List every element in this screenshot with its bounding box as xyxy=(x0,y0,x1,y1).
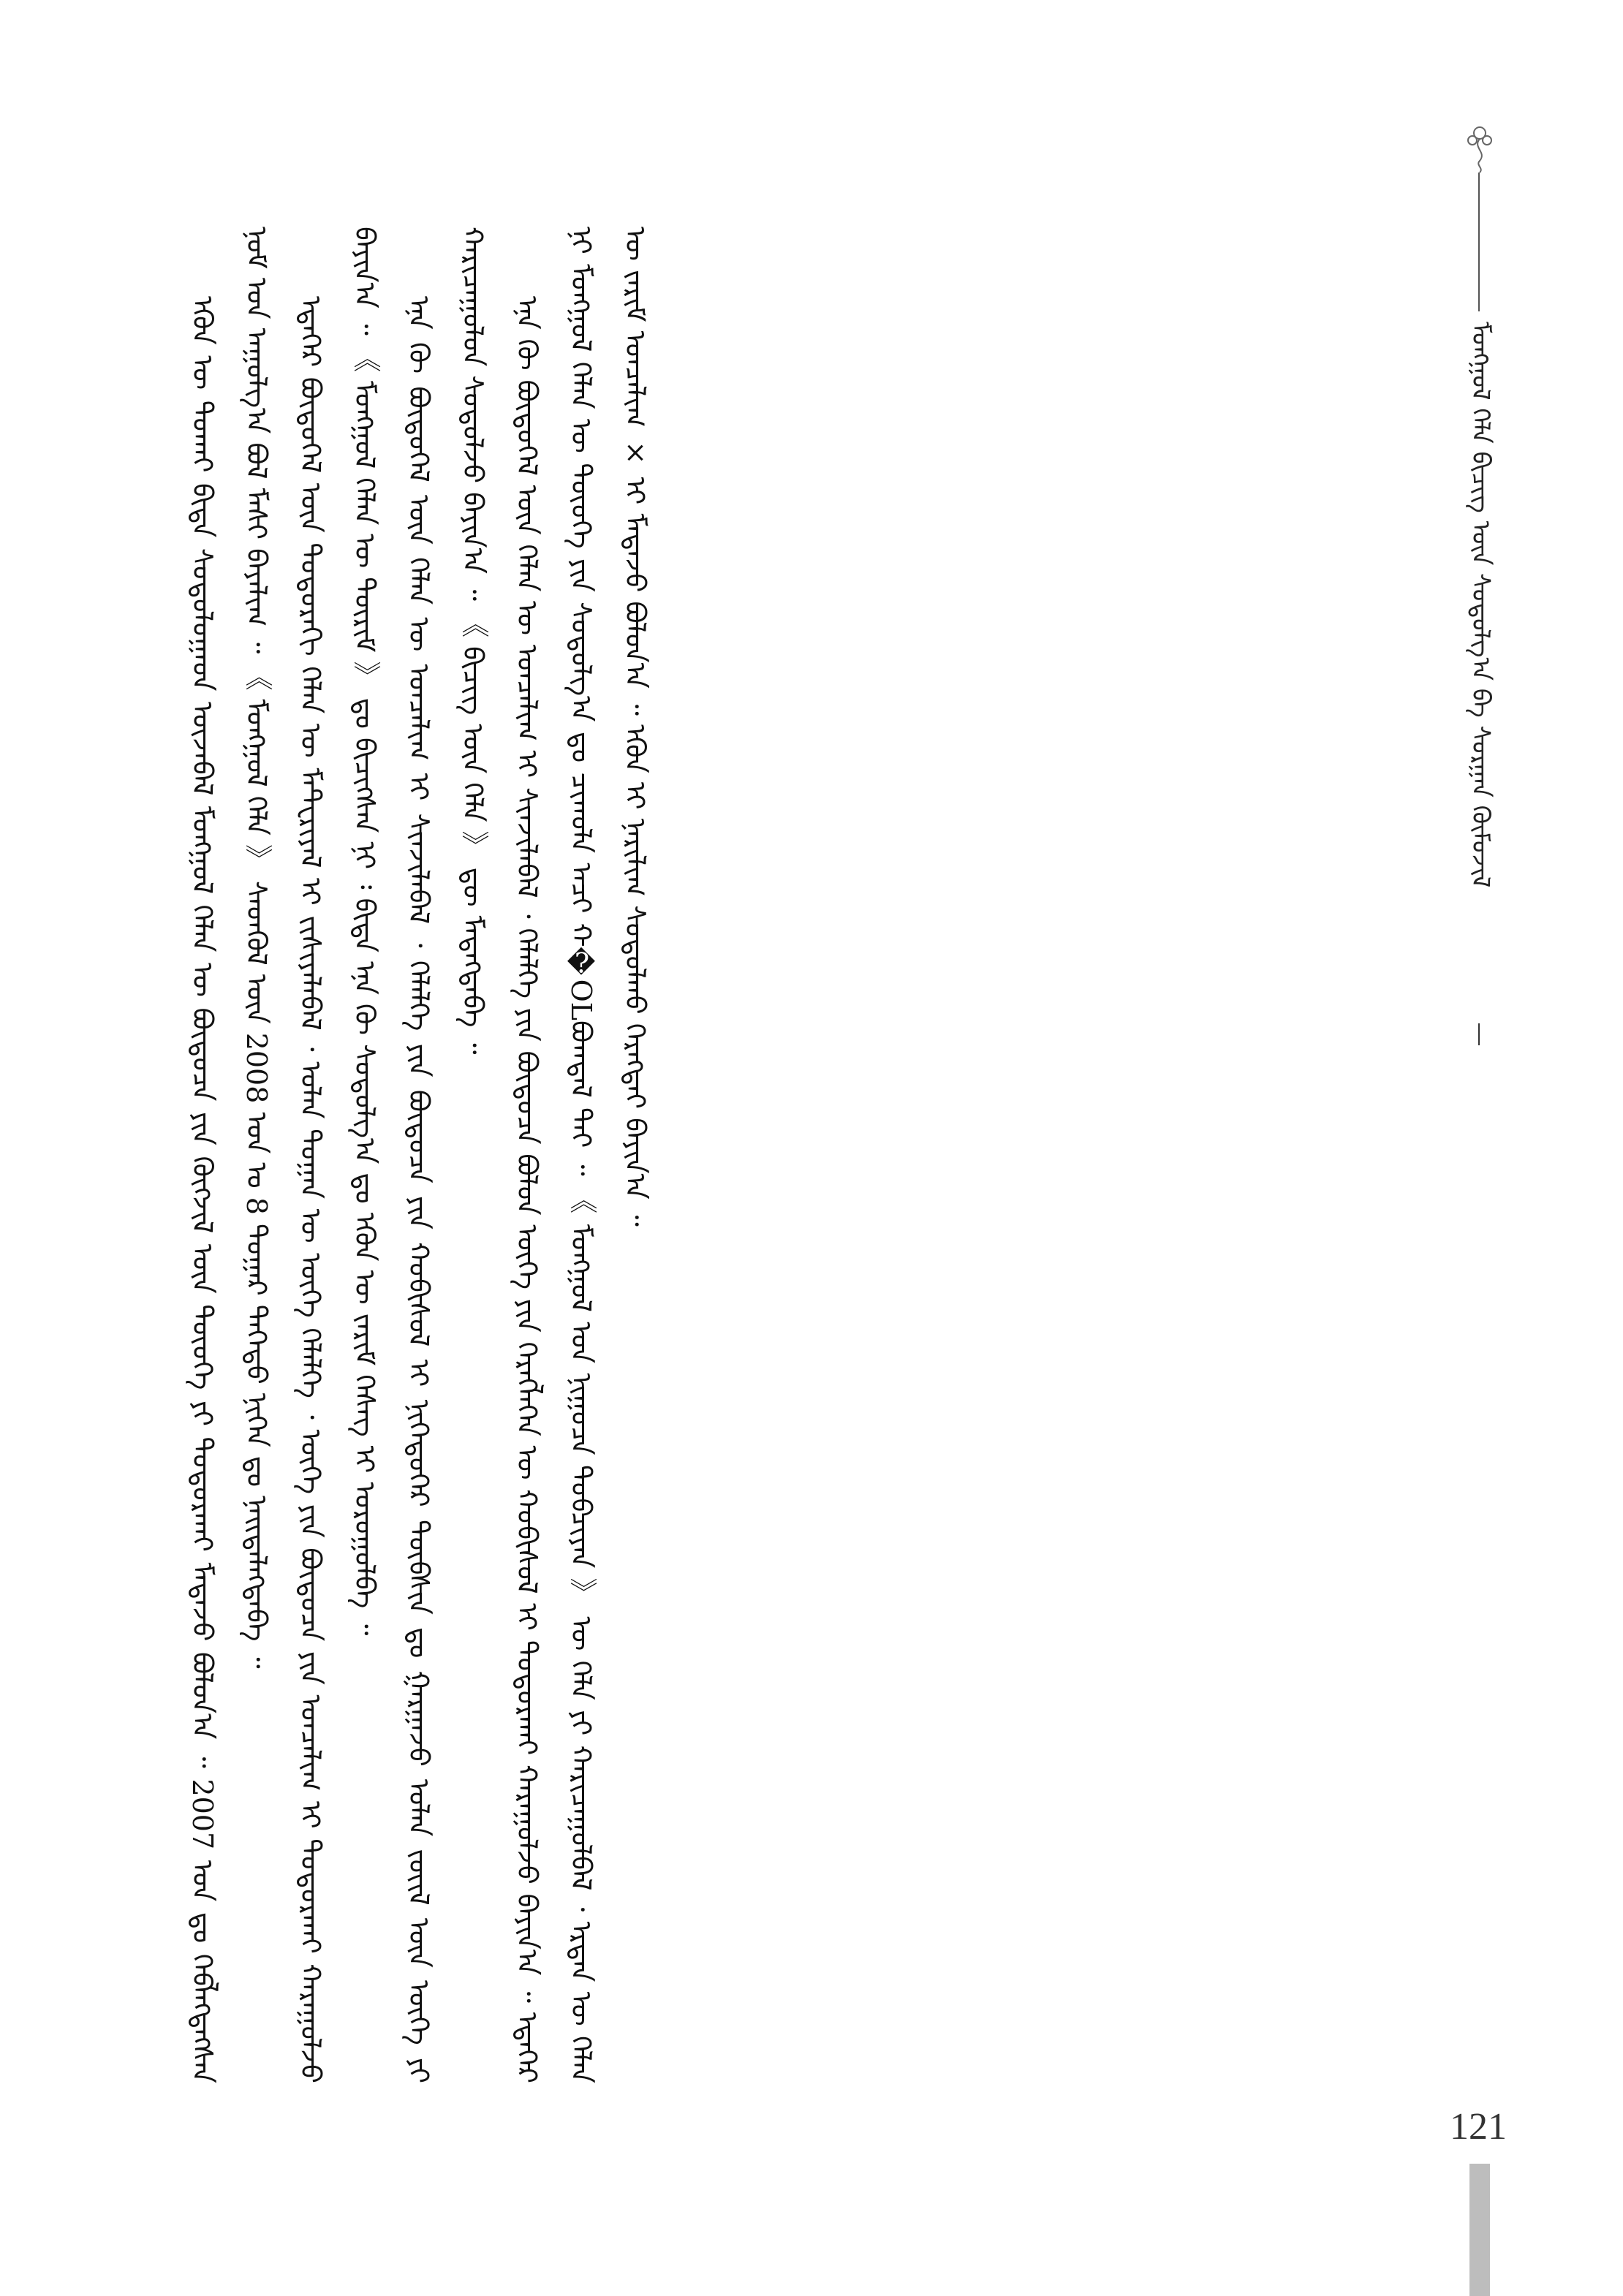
page-number: 121 xyxy=(1450,2106,1507,2148)
running-header: ᠮᠣᠩᠭᠣᠯ ᠬᠡᠯᠡ ᠪᠢᠴᠢᠭ᠌ ᠦᠨ ᠰᠤᠳᠤᠯᠭ᠎ᠠ ᠪᠠ ᠰᠤᠷᠭᠠᠨ ᠬᠦᠮᠦᠵᠢᠯ xyxy=(1466,322,1495,888)
paragraph: ᠡᠭᠦᠨ ᠦ ᠲᠤᠬᠠᠢ ᠪᠢᠳᠡ ᠰᠤᠳᠤᠯᠤᠭᠠᠳ ᠦᠵᠡᠪᠡᠯ ᠮᠣᠩᠭᠣᠯ ᠬᠡᠯᠡᠨ ᠦ ᠪᠦᠲᠦᠴᠡ ᠶᠢᠨ ᠬᠥᠭᠵᠢᠯ ᠦᠨ ᠲᠦᠦᠬᠡ ᠶᠢ ᠲᠤᠳᠤᠷᠬᠠᠢ ᠮᠡᠳᠡᠵᠦ ᠪᠣᠯᠤᠨ᠎ᠠ ᠃ 2007 ᠣᠨ ᠳᠤ ᠬᠡᠪᠯᠡᠭᠳᠡᠭᠰᠡᠨ ᠨᠣᠮ ᠤᠨ ᠠᠭᠤᠯᠭ᠎ᠠ ᠪᠣᠯ ᠮᠠᠰᠢ ᠪᠠᠶᠠᠯᠢᠭ ᠃ 《 ᠮᠣᠩᠭᠣᠯ ᠬᠡᠯᠡ 》 ᠰᠡᠳᠬᠦᠯ ᠦᠨ 2008 ᠣᠨ ᠤ 8 ᠳᠤᠭᠠᠷ ᠳᠡᠭᠡᠳᠦ ᠨᠢᠭᠡᠨ ᠳᠤ ᠨᠡᠢᠲᠡᠯᠡᠭᠳᠡᠪᠡ ᠃ xyxy=(186,227,273,2083)
ornament-icon xyxy=(1459,123,1500,174)
paragraph: ᠡᠨᠡ ᠬᠦ ᠪᠦᠲᠦᠭᠡᠯ ᠦᠨ ᠬᠡᠯᠡᠨ ᠦ ᠣᠨᠴᠠᠯᠢᠭ ᠢ ᠰᠢᠨᠵᠢᠯᠡᠪᠡᠯ ᠂ ᠬᠡᠯᠡᠯᠭᠡ ᠶᠢᠨ ᠪᠦᠲᠦᠴᠡ ᠪᠣᠯᠤᠨ ᠦᠭᠡ ᠶᠢᠨ ᠬᠡᠷᠡᠭᠯᠡᠭᠡᠨ ᠦ ᠬᠤᠪᠢᠰᠤᠯ ᠢ ᠲᠣᠳᠣᠷᠬᠠᠢ ᠬᠠᠷᠠᠭᠤᠯᠵᠤ ᠪᠠᠶᠢᠨ᠎ᠠ ᠃ ᠡᠳᠡᠭᠡᠷ ᠨᠢ ᠮᠣᠩᠭᠣᠯ ᠬᠡᠯᠡᠨ ᠦ ᠲᠦᠦᠬᠡ ᠶᠢᠨ ᠰᠤᠳᠤᠯᠭ᠎ᠠ ᠳᠤ ᠴᠢᠬᠤᠯᠠ ᠠᠴᠢ ᠬ�OLᠪᠣᠭᠳᠠᠯ ᠲᠠᠢ ᠃ 《 ᠮᠣᠩᠭᠣᠯ ᠤᠨ ᠨᠢᠭᠤᠴᠠ ᠲᠣᠪᠴᠢᠶᠠᠨ 》 ᠦ ᠬᠡᠯᠡ ᠶᠢ ᠬᠠᠷᠢᠴᠠᠭᠤᠯᠪᠠᠯ ᠂ ᠡᠷᠲᠡᠨ ᠦ ᠬᠡᠯᠡᠨ ᠦ ᠵᠠᠷᠢᠮ ᠣᠨᠴᠠᠯᠢᠭ × ᠢ ᠮᠡᠳᠡᠵᠦ ᠪᠣᠯᠤᠨ᠎ᠠ ᠃ ᠡᠭᠦᠨ ᠢ ᠨᠠᠷᠢᠯᠢᠭ ᠰᠤᠳᠤᠯᠬᠤ ᠬᠡᠷᠡᠭᠲᠡᠢ ᠪᠠᠶᠢᠨ᠎ᠠ ᠃ xyxy=(511,227,651,2083)
header-rule xyxy=(1478,173,1480,311)
header-dash xyxy=(1478,1023,1480,1045)
page-edge-bar xyxy=(1469,2164,1490,2296)
paragraph: ᠡᠨᠡ ᠬᠦ ᠪᠦᠲᠦᠭᠡᠯ ᠦᠨ ᠬᠡᠯᠡᠨ ᠦ ᠣᠨᠴᠠᠯᠢᠭ ᠢ ᠰᠢᠨᠵᠢᠯᠡᠪᠡᠯ ᠂ ᠬᠡᠯᠡᠯᠭᠡ ᠶᠢᠨ ᠪᠦᠲᠦᠴᠡ ᠶᠢᠨ ᠬᠤᠪᠢᠰᠤᠯ ᠢ ᠨᠢᠭᠡᠳᠦᠭᠡᠷ ᠲᠦᠪᠰᠢᠨ ᠳᠤ ᠭᠠᠷᠭᠠᠵᠤ ᠣᠯᠠᠨ ᠵᠦᠢᠯ ᠦᠨ ᠦᠭᠡ ᠶᠢ ᠬᠠᠷᠢᠴᠠᠭᠤᠯᠤᠨ ᠰᠤᠳᠤᠯᠵᠤ ᠪᠠᠶᠢᠨ᠎ᠠ ᠃ 《 ᠪᠢᠴᠢᠭ᠌ ᠦᠨ ᠬᠡᠯᠡ 》 ᠳᠦ ᠮᠡᠳᠡᠭᠳᠡᠪᠡ ᠃ xyxy=(403,227,489,2083)
body-text xyxy=(175,227,1411,2083)
paragraph: ᠡᠳᠡᠭᠡᠷ ᠪᠦᠲᠦᠭᠡᠯ ᠦᠨ ᠳᠣᠲᠣᠷᠠᠬᠢ ᠬᠡᠯᠡᠨ ᠦ ᠮᠠᠲ᠋ᠸᠷᠢᠶᠠᠯ ᠢ ᠵᠢᠰᠢᠶᠡᠯᠡᠪᠡᠯ ᠂ ᠣᠯᠠᠨ ᠲᠣᠭᠠᠨ ᠦ ᠦᠭᠡ ᠬᠡᠯᠡᠯᠭᠡ ᠂ ᠦᠭᠡ ᠶᠢᠨ ᠪᠦᠲᠦᠴᠡ ᠶᠢᠨ ᠣᠨᠴᠠᠯᠢᠭ ᠢ ᠲᠣᠳᠣᠷᠬᠠᠢ ᠬᠠᠷᠠᠭᠤᠯᠵᠤ ᠪᠠᠶᠢᠨ᠎ᠠ ᠃ 《 ᠮᠣᠩᠭᠣᠯ ᠬᠡᠯᠡᠨ ᠦ ᠳᠦᠷᠢᠮ 》 ᠳᠤ ᠪᠢᠴᠢᠭᠰᠡᠨ ᠨᠢ ᠄ ᠪᠢᠳᠡ ᠡᠨᠡ ᠬᠦ ᠰᠤᠳᠤᠯᠭ᠎ᠠ ᠳᠤ ᠡᠭᠦᠨ ᠦ ᠵᠠᠷᠢᠮ ᠬᠡᠰᠡᠭ ᠢ ᠣᠷᠣᠭᠤᠯᠪᠠ ᠃ xyxy=(295,227,381,2083)
